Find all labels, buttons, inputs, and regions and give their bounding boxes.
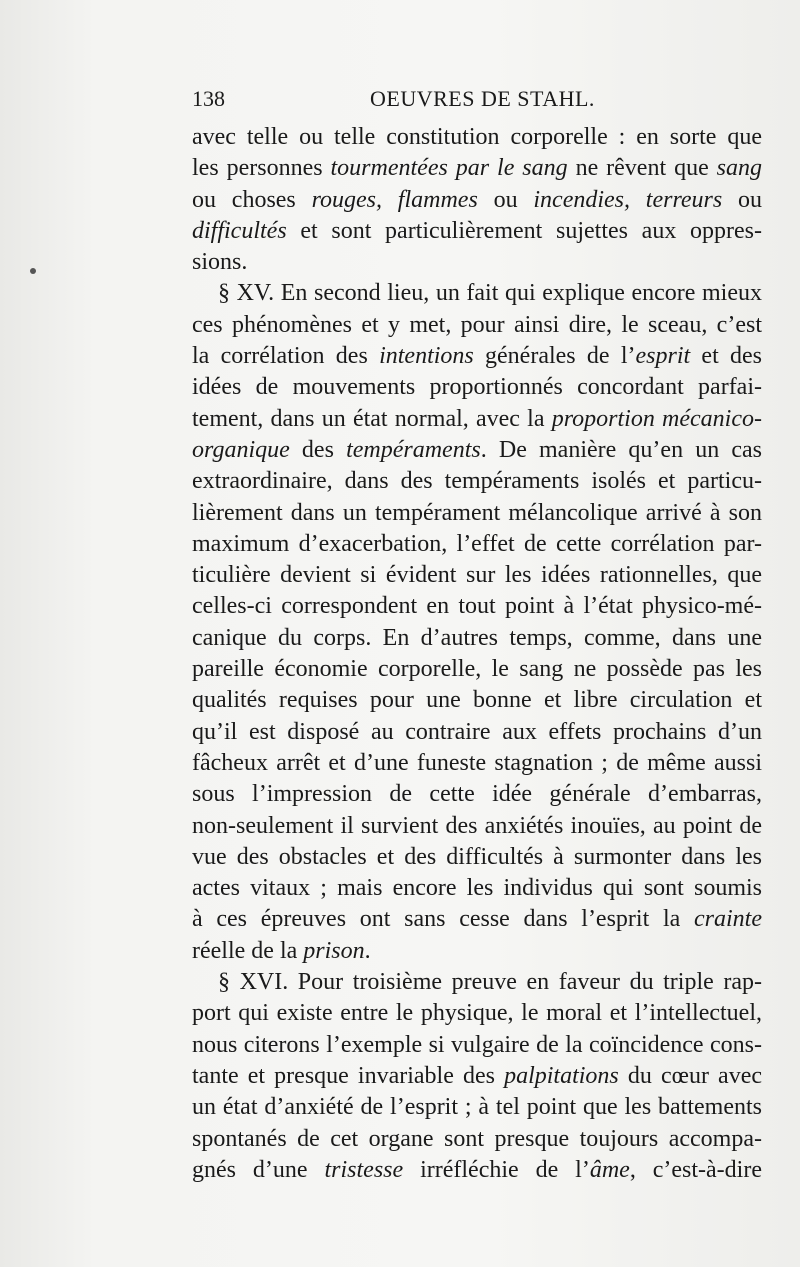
text-segment: § XV. En second lieu, un fait qui explique encore mieux [218,280,762,307]
text-line [192,685,762,716]
italic-text: crainte [694,906,762,933]
text-segment: ou [477,186,534,213]
text-line [192,278,762,309]
text-segment: actes vitaux ; mais encore les individus qui sont soumis [192,875,762,902]
text-line [192,185,762,216]
italic-text: palpitations [504,1062,619,1089]
text-segment: ne rêvent que [567,155,717,182]
text-line [192,591,762,622]
text-segment: maximum d’exacerbation, l’effet de cette corrélation par- [192,530,762,557]
italic-text: proportion mécanico- [551,405,762,432]
text-line [192,529,762,560]
text-segment: et des [690,343,763,370]
text-segment: avec telle ou telle constitution corporelle : en sorte que [192,124,762,150]
text-line [192,1124,762,1155]
italic-text: incendies, terreurs [533,186,723,213]
text-line [192,404,762,435]
text-line [192,779,762,810]
text-line [192,904,762,935]
text-segment: un état d’anxiété de l’esprit ; à tel point que les battements [192,1094,762,1121]
text-segment: § XVI. Pour troisième preuve en faveur du triple rap- [218,969,762,996]
text-segment: pareille économie corporelle, le sang ne possède pas les [192,656,762,683]
text-segment: irréfléchie de l’ [403,1156,590,1183]
text-segment: des [289,436,347,463]
text-segment: les personnes [192,155,331,182]
text-segment: du cœur avec [618,1062,762,1089]
text-segment: sions. [192,249,248,276]
italic-text: prison [303,937,365,964]
text-line [192,811,762,842]
text-line [192,623,762,654]
text-segment: . [364,937,371,964]
text-line [192,717,762,748]
page-header [192,86,762,122]
text-line [192,1061,762,1092]
text-line [192,967,762,998]
text-segment: port qui existe entre le physique, le moral et l’intellectuel, [192,1000,762,1027]
text-line [192,216,762,247]
text-line [192,560,762,591]
text-segment: extraordinaire, dans des tempéraments isolés et particu- [192,468,762,495]
text-segment: fâcheux arrêt et d’une funeste stagnation ; de même aussi [192,749,762,776]
text-segment: qu’il est disposé au contraire aux effets prochains d’un [192,718,762,745]
text-line [192,153,762,184]
text-segment: celles-ci correspondent en tout point à l’état physico-mé- [192,593,762,620]
text-segment: spontanés de cet organe sont presque toujours accompa- [192,1125,762,1152]
italic-text: intentions [379,343,474,370]
text-segment: . De manière qu’en un cas [480,436,763,463]
running-title: OEUVRES DE STAHL. [370,86,595,111]
italic-text: organique [192,436,290,463]
text-line [192,936,762,967]
text-line [192,498,762,529]
text-line [192,466,762,497]
italic-text: rouges, flammes [311,186,478,213]
text-segment: réelle de la [192,937,304,964]
text-line [192,842,762,873]
italic-text: tristesse [324,1156,404,1183]
text-segment: générales de l’ [473,343,636,370]
text-segment: non-seulement il survient des anxiétés inouïes, au point de [192,812,762,839]
text-segment: , c’est-à-dire [629,1156,762,1183]
text-segment: la corrélation des [192,343,380,370]
text-segment: tement, dans un état normal, avec la [192,405,552,432]
text-segment: vue des obstacles et des difficultés à surmonter dans les [192,843,762,870]
text-segment: et sont particulièrement sujettes aux oppres- [286,217,762,244]
text-segment: ou [722,186,763,213]
page-number: 138 [192,86,225,111]
text-line [192,435,762,466]
italic-text: tempéraments [346,436,481,463]
italic-text: esprit [635,343,691,370]
text-line [192,873,762,904]
text-line [192,1092,762,1123]
text-segment: à ces épreuves ont sans cesse dans l’esprit la [192,906,695,933]
text-line [192,372,762,403]
ink-speck [30,268,36,274]
text-segment: qualités requises pour une bonne et libre circulation et [192,687,762,714]
text-line [192,998,762,1029]
text-line [192,1030,762,1061]
text-segment: ticulière devient si évident sur les idées rationnelles, que [192,562,762,589]
body-text [192,122,762,1186]
text-segment: lièrement dans un tempérament mélancolique arrivé à son [192,499,762,526]
italic-text: sang [716,155,762,182]
text-segment: sous l’impression de cette idée générale d’embarras, [192,781,762,808]
text-segment: canique du corps. En d’autres temps, comme, dans une [192,624,762,651]
text-line [192,654,762,685]
text-segment: idées de mouvements proportionnés concordant parfai- [192,374,762,401]
italic-text: tourmentées par le sang [330,155,568,182]
italic-text: âme [589,1156,630,1183]
text-line [192,748,762,779]
italic-text: difficultés [192,217,287,244]
text-segment: ces phénomènes et y met, pour ainsi dire, le sceau, c’est [192,311,762,338]
text-line [192,341,762,372]
text-segment: tante et presque invariable des [192,1062,505,1089]
text-line [192,122,762,153]
text-line [192,1155,762,1186]
text-line [192,310,762,341]
text-segment: nous citerons l’exemple si vulgaire de la coïncidence cons- [192,1031,762,1058]
text-segment: ou choses [192,186,312,213]
text-line [192,247,762,278]
text-segment: gnés d’une [192,1156,325,1183]
